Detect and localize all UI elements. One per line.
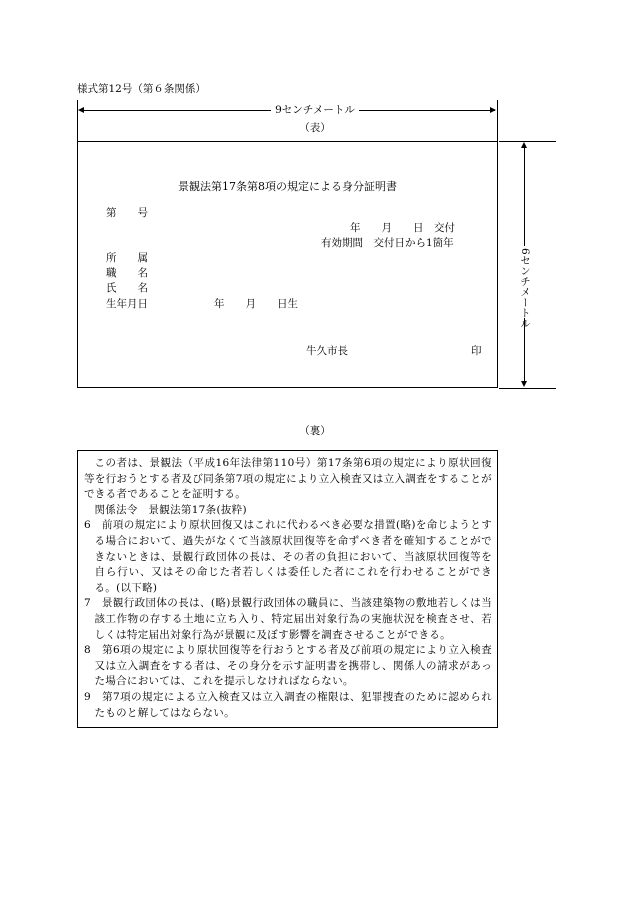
card-issue-date: 年 月 日 交付	[350, 222, 455, 234]
arrow-up-icon	[521, 142, 527, 148]
card-position-label: 職 名	[106, 267, 148, 279]
card-number-label: 第 号	[106, 207, 148, 219]
seal-mark: 印	[471, 345, 482, 357]
card-birthdate-label: 生年月日	[106, 298, 148, 310]
card-birthdate-value: 年 月 日生	[214, 298, 298, 310]
card-affiliation-label: 所 属	[106, 252, 148, 264]
id-card-front	[77, 141, 498, 388]
back-intro-text: この者は、景観法（平成16年法律第110号）第17条第6項の規定により原状回復等を行おうとする者及び同条第7項の規定により立入検査又は立入調査をすることができる者であることを証明する。	[84, 457, 492, 501]
form-number-caption: 様式第12号（第６条関係）	[77, 83, 206, 95]
height-dimension-label: 6センチメートル	[519, 248, 531, 329]
id-card-back	[77, 450, 498, 728]
law-item-9: 9 第7項の規定による立入検査又は立入調査の権限は、犯罪捜査のために認められたものと解してはならない。	[84, 690, 492, 719]
law-heading: 関係法令 景観法第17条(抜粋)	[94, 503, 247, 516]
law-item-7: 7 景観行政団体の長は、(略)景観行政団体の職員に、当該建築物の敷地若しくは当該工作物の存する土地に立ち入り、特定届出対象行為の実施状況を検査させ、若しくは特定届出対象行為が景観に及ぼす影響を調査させることができる。	[84, 597, 492, 641]
card-validity: 有効期間 交付日から1箇年	[321, 237, 454, 249]
height-dimension-line-top	[524, 146, 525, 246]
front-side-label: （表）	[299, 122, 331, 134]
law-item-6: 6 前項の規定により原状回復又はこれに代わるべき必要な措置(略)を命じようとする場合において、過失がなくて当該原状回復等を命ずべき者を確知することができないときは、景観行政団体の長は、その者の負担において、当該原状回復等を自ら行い、又はその命じた者若しくは委任した者にこれを行わせることができる。(以下略)	[84, 519, 492, 594]
height-extension-line-bottom	[499, 388, 556, 389]
card-title: 景観法第17条第8項の規定による身分証明書	[178, 180, 397, 193]
arrow-down-icon	[521, 381, 527, 387]
law-item-8: 8 第6項の規定により原状回復等を行おうとする者及び前項の規定により立入検査又は立入調査をする者は、その身分を示す証明書を携帯し、関係人の請求があった場合においては、これを提示しなければならない。	[84, 644, 492, 688]
height-extension-line-top	[499, 141, 556, 142]
back-side-label: （裏）	[299, 425, 331, 437]
card-issuer: 牛久市長	[306, 345, 348, 357]
card-name-label: 氏 名	[106, 282, 148, 294]
width-dimension-label: 9センチメートル	[0, 104, 630, 117]
